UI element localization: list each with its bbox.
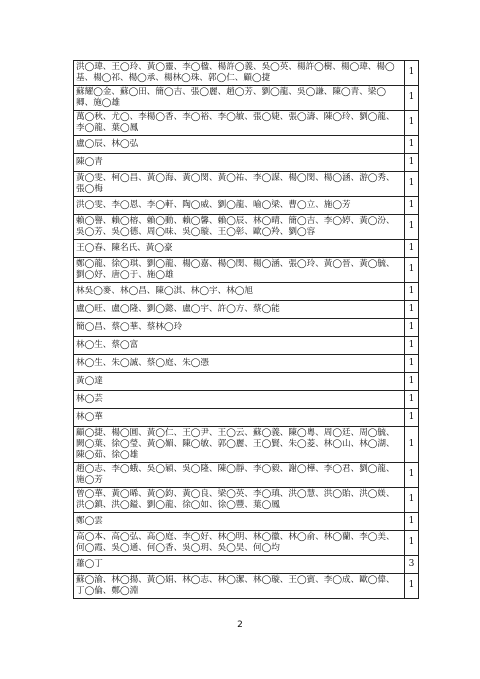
- count-cell: 1: [405, 240, 419, 258]
- table-row: [74, 427, 419, 463]
- count-cell: 1: [405, 391, 419, 409]
- donor-names-cell: 簡◯昌、蔡◯華、蔡林◯玲: [74, 319, 405, 337]
- donor-names-cell: 蕭◯丁: [74, 556, 405, 574]
- count-cell: 1: [405, 172, 419, 197]
- donor-names-cell: 盧◯辰、林◯弘: [74, 136, 405, 154]
- donor-names-cell: 林◯芸: [74, 391, 405, 409]
- table-row: [74, 319, 419, 337]
- table-row: [74, 258, 419, 283]
- table-row: [74, 556, 419, 574]
- donor-names-cell: 黃◯雯、柯◯昌、黃◯海、黃◯閔、黃◯祐、李◯謀、楊◯閔、楊◯涵、游◯秀、張◯梅: [74, 172, 405, 197]
- count-cell: 1: [405, 463, 419, 488]
- donor-names-cell: 洪◯瑋、王◯玲、黃◯靈、李◯楹、楊許◯義、吳◯英、楊許◯樹、楊◯瑋、楊◯基、楊◯祁、楊◯承、楊林◯珠、郭◯仁、顧◯捷: [74, 61, 405, 86]
- donor-names-cell: 曾◯華、黃◯晞、黃◯鈞、黃◯良、梁◯英、李◯瑱、洪◯慧、洪◯貽、洪◯媄、洪◯鎮、洪◯鎰、劉◯龍、徐◯如、徐◯豐、葉◯鳳: [74, 488, 405, 513]
- donor-names-cell: 林◯生、朱◯誠、蔡◯庭、朱◯憑: [74, 355, 405, 373]
- count-cell: 1: [405, 154, 419, 172]
- count-cell: 1: [405, 61, 419, 86]
- count-cell: 1: [405, 283, 419, 301]
- table-row: [74, 61, 419, 86]
- count-cell: 1: [405, 86, 419, 111]
- table-row: [74, 215, 419, 240]
- donor-names-cell: 蘇◯渝、林◯揚、黃◯娟、林◯志、林◯潔、林◯璇、王◯賓、李◯成、歐◯偉、丁◯倫、鄭◯淵: [74, 574, 405, 599]
- donor-names-cell: 陳◯青: [74, 154, 405, 172]
- table-row: [74, 136, 419, 154]
- count-cell: 1: [405, 574, 419, 599]
- table-row: [74, 488, 419, 513]
- donor-table-body: [74, 61, 419, 599]
- count-cell: 1: [405, 301, 419, 319]
- count-cell: 1: [405, 337, 419, 355]
- donor-names-cell: 王◯春、陳名氏、黃◯豪: [74, 240, 405, 258]
- count-cell: 1: [405, 531, 419, 556]
- donor-names-cell: 黃◯達: [74, 373, 405, 391]
- count-cell: 1: [405, 373, 419, 391]
- count-cell: 1: [405, 111, 419, 136]
- donor-names-cell: 林◯華: [74, 409, 405, 427]
- donor-names-cell: 盧◯旺、盧◯隆、劉◯懿、盧◯宇、許◯方、蔡◯能: [74, 301, 405, 319]
- count-cell: 1: [405, 513, 419, 531]
- donor-table: [73, 60, 419, 599]
- table-row: [74, 197, 419, 215]
- donor-names-cell: 蘇耀◯金、蘇◯田、簡◯吉、張◯麗、趙◯芳、劉◯龍、吳◯謙、陳◯青、梁◯卿、施◯雄: [74, 86, 405, 111]
- donor-names-cell: 洪◯雯、李◯恩、李◯軒、陶◯威、劉◯龍、喻◯梁、曹◯立、施◯芳: [74, 197, 405, 215]
- donor-names-cell: 鄭◯雲: [74, 513, 405, 531]
- donor-names-cell: 萬◯秋、尤◯、李楊◯香、李◯裕、李◯敏、張◯婕、張◯濤、陳◯玲、劉◯龍、李◯龍、葉◯鳳: [74, 111, 405, 136]
- count-cell: 1: [405, 258, 419, 283]
- table-row: [74, 283, 419, 301]
- table-row: [74, 355, 419, 373]
- donor-names-cell: 林吳◯麥、林◯昌、陳◯淇、林◯宇、林◯旭: [74, 283, 405, 301]
- table-row: [74, 409, 419, 427]
- table-row: [74, 301, 419, 319]
- table-row: [74, 337, 419, 355]
- count-cell: 1: [405, 136, 419, 154]
- table-row: [74, 391, 419, 409]
- table-row: [74, 531, 419, 556]
- count-cell: 1: [405, 197, 419, 215]
- table-row: [74, 240, 419, 258]
- table-row: [74, 111, 419, 136]
- table-row: [74, 463, 419, 488]
- donor-names-cell: 賴◯譽、賴◯榕、賴◯動、賴◯馨、賴◯辰、林◯晴、簡◯吉、李◯婷、黃◯汾、吳◯芳、吳◯德、周◯味、吳◯璇、王◯彰、歐◯羚、劉◯容: [74, 215, 405, 240]
- count-cell: 1: [405, 488, 419, 513]
- count-cell: 1: [405, 355, 419, 373]
- donor-names-cell: 顧◯捷、楊◯圓、黃◯仁、王◯尹、王◯云、蘇◯義、陳◯粵、周◯廷、周◯毓、闕◯葉、徐◯瑩、黃◯媚、陳◯敏、郭◯麗、王◯賢、朱◯菱、林◯山、林◯湖、陳◯茹、徐◯雄: [74, 427, 405, 463]
- count-cell: 3: [405, 556, 419, 574]
- count-cell: 1: [405, 319, 419, 337]
- table-row: [74, 513, 419, 531]
- donor-names-cell: 趙◯志、李◯蛾、吳◯穎、吳◯隆、陳◯靜、李◯毅、謝◯樺、李◯君、劉◯龍、施◯芳: [74, 463, 405, 488]
- table-row: [74, 172, 419, 197]
- table-row: [74, 574, 419, 599]
- page-number: 2: [237, 620, 243, 630]
- donor-names-cell: 鄭◯龍、徐◯琪、劉◯龍、楊◯嘉、楊◯閔、楊◯涵、張◯玲、黃◯晉、黃◯毓、劉◯妤、唐◯于、施◯雄: [74, 258, 405, 283]
- table-row: [74, 154, 419, 172]
- donor-names-cell: 高◯本、高◯弘、高◯庭、李◯好、林◯明、林◯徽、林◯俞、林◯蘭、李◯美、何◯霞、吳◯通、何◯香、吳◯玥、吳◯昊、何◯均: [74, 531, 405, 556]
- count-cell: 1: [405, 427, 419, 463]
- table-row: [74, 86, 419, 111]
- count-cell: 1: [405, 409, 419, 427]
- donor-names-cell: 林◯生、蔡◯富: [74, 337, 405, 355]
- count-cell: 1: [405, 215, 419, 240]
- table-row: [74, 373, 419, 391]
